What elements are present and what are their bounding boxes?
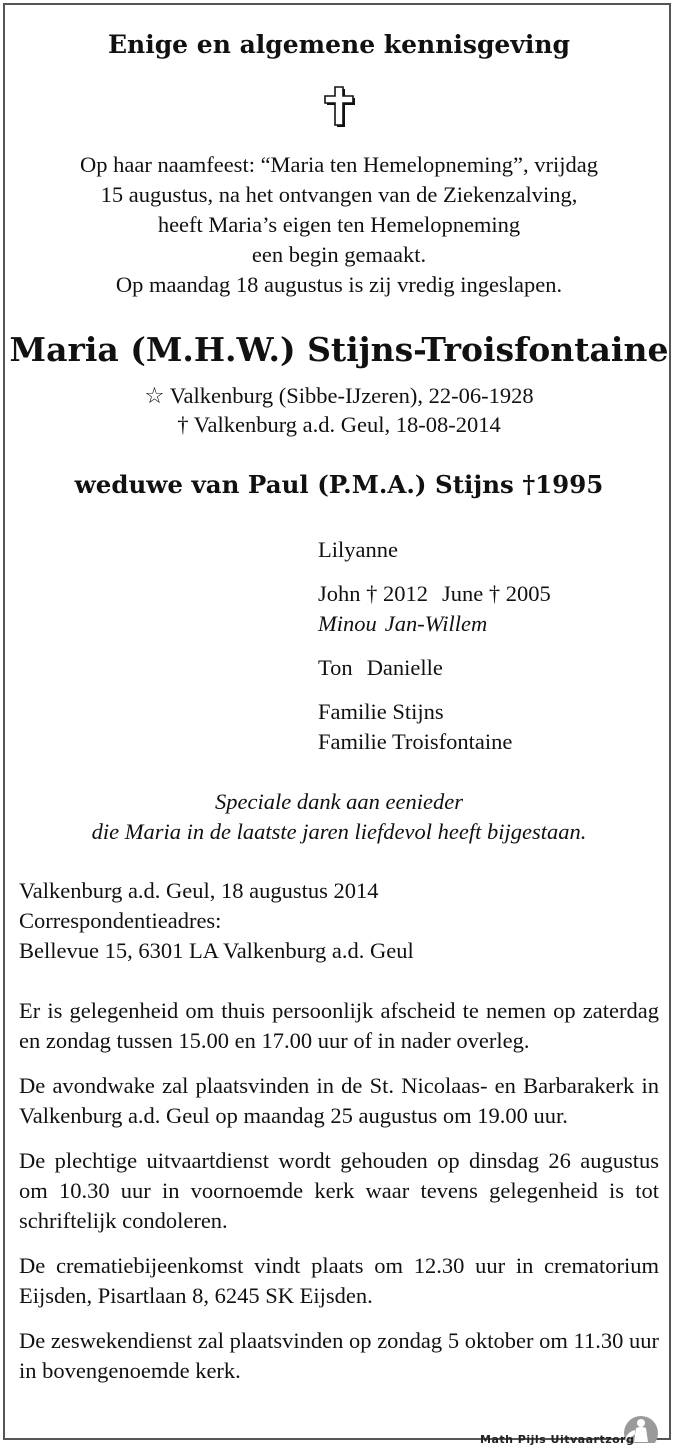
relatives: Familie Troisfontaine [318,729,513,754]
intro-line: Op haar naamfeest: “Maria ten Hemelopneming”, vrijdag [80,152,598,177]
family-group [318,697,551,757]
relatives: Familie Stijns [318,699,444,724]
family-member: Ton [318,655,353,680]
intro-line: heeft Maria’s eigen ten Hemelopneming [157,212,521,237]
intro-line: 15 augustus, na het ontvangen van de Ziekenzalving, [100,182,578,207]
grandchild: Jan-Willem [384,611,488,636]
family-group [318,535,551,565]
life-dates [0,381,678,439]
notice-heading: Enige en algemene kennisgeving [107,30,571,59]
intro-line: een begin gemaakt. [251,242,427,267]
family-member: Lilyanne [318,537,398,562]
family-list [318,535,551,771]
thanks-text [0,787,678,847]
birth-line: ☆ Valkenburg (Sibbe-IJzeren), 22-06-1928 [144,383,534,408]
family-member: Danielle [366,655,443,680]
grandchild: Minou [318,611,377,636]
death-line: † Valkenburg a.d. Geul, 18-08-2014 [177,412,501,437]
info-paragraph: De zeswekendienst zal plaatsvinden op zondag 5 oktober om 11.30 uur in bovengenoemde kerk. [19,1328,659,1383]
address-line: Valkenburg a.d. Geul, 18 augustus 2014 [19,878,379,903]
info-paragraph: De avondwake zal plaatsvinden in de St. Nicolaas- en Barbarakerk in Valkenburg a.d. Geul op maandag 25 augustus om 19.00 uur. [19,1073,659,1128]
info-paragraph: De plechtige uitvaartdienst wordt gehouden op dinsdag 26 augustus om 10.30 uur in voornoemde kerk waar tevens gelegenheid is tot schriftelijk condoleren. [19,1148,659,1233]
intro-text [12,150,666,300]
widow-line: weduwe van Paul (P.M.A.) Stijns †1995 [74,470,604,499]
info-paragraph: De crematiebijeenkomst vindt plaats om 12.30 uur in crematorium Eijsden, Pisartlaan 8, 6245 SK Eijsden. [19,1253,659,1308]
latin-cross-icon [318,84,358,128]
correspondence-address [19,876,414,966]
family-group [318,653,551,683]
deceased-name: Maria (M.H.W.) Stijns-Troisfontaine [9,330,669,369]
funeral-info [19,996,659,1401]
info-paragraph: Er is gelegenheid om thuis persoonlijk afscheid te nemen op zaterdag en zondag tussen 15.00 en 17.00 uur of in nader overleg. [19,998,659,1053]
thanks-line: Speciale dank aan eenieder [214,789,464,814]
funeral-home-brand: Math Pijls Uitvaartzorg [480,1433,635,1446]
family-member: June † 2005 [442,581,551,606]
thanks-line: die Maria in de laatste jaren liefdevol heeft bijgestaan. [91,819,587,844]
address-line: Correspondentieadres: [19,908,222,933]
family-group [318,579,551,639]
address-line: Bellevue 15, 6301 LA Valkenburg a.d. Geul [19,938,414,963]
intro-line: Op maandag 18 augustus is zij vredig ingeslapen. [115,272,563,297]
family-member: John † 2012 [318,581,429,606]
